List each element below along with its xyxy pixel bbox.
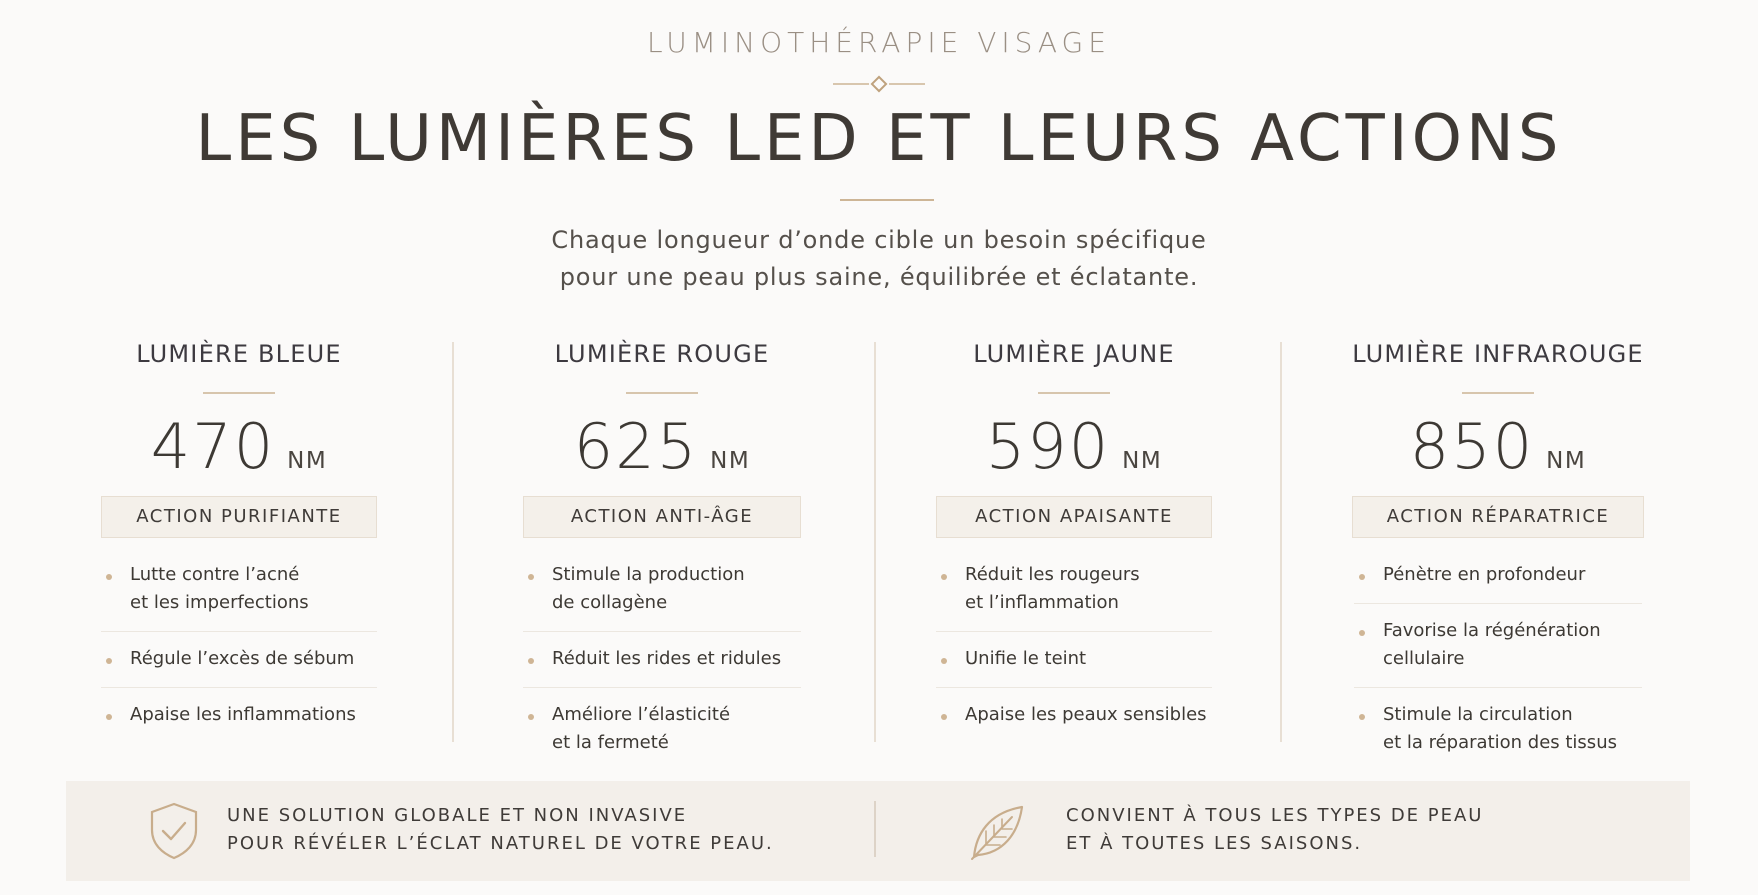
benefit-list xyxy=(101,548,377,743)
list-item-text: Lutte contre l’acné et les imperfections xyxy=(130,564,309,613)
list-item xyxy=(101,688,377,743)
wavelength xyxy=(523,410,801,483)
wavelength-value: 590 xyxy=(985,410,1111,483)
column-title: LUMIÈRE BLEUE xyxy=(136,340,342,368)
benefit-list xyxy=(523,548,801,771)
wavelength-unit: NM xyxy=(1546,448,1587,474)
list-item xyxy=(1354,688,1642,771)
list-item-text: Apaise les inflammations xyxy=(130,704,356,725)
action-badge: ACTION RÉPARATRICE xyxy=(1352,496,1644,538)
list-item xyxy=(936,688,1212,743)
diamond-ornament-icon xyxy=(829,74,929,94)
column-title: LUMIÈRE INFRAROUGE xyxy=(1352,340,1644,368)
list-item xyxy=(1354,548,1642,604)
column-red-light xyxy=(523,340,801,771)
list-item xyxy=(523,632,801,688)
column-yellow-light xyxy=(936,340,1212,743)
list-item xyxy=(936,632,1212,688)
list-item-text: Améliore l’élasticité et la fermeté xyxy=(552,704,731,753)
title-divider xyxy=(840,199,934,201)
column-infrared-light xyxy=(1339,340,1657,771)
list-item-text: Réduit les rides et ridules xyxy=(552,648,782,669)
column-separator xyxy=(452,342,454,742)
footer-left-line-1: UNE SOLUTION GLOBALE ET NON INVASIVE xyxy=(227,805,688,826)
shield-check-icon xyxy=(148,801,200,861)
list-item xyxy=(101,548,377,632)
list-item-text: Réduit les rougeurs et l’inflammation xyxy=(965,564,1140,613)
wavelength-value: 625 xyxy=(573,410,699,483)
column-blue-light xyxy=(101,340,377,743)
list-item xyxy=(523,688,801,771)
action-badge: ACTION APAISANTE xyxy=(936,496,1212,538)
list-item-text: Favorise la régénération cellulaire xyxy=(1383,620,1601,669)
subtitle-line-2: pour une peau plus saine, équilibrée et éclatante. xyxy=(559,263,1199,291)
wavelength xyxy=(101,410,377,483)
wavelength-unit: NM xyxy=(710,448,751,474)
list-item xyxy=(936,548,1212,632)
column-title: LUMIÈRE JAUNE xyxy=(973,340,1175,368)
list-item-text: Régule l’excès de sébum xyxy=(130,648,355,669)
subtitle-line-1: Chaque longueur d’onde cible un besoin spécifique xyxy=(551,226,1207,254)
footer-right-line-2: ET À TOUTES LES SAISONS. xyxy=(1066,833,1363,854)
subtitle xyxy=(0,222,1758,296)
list-item-text: Apaise les peaux sensibles xyxy=(965,704,1207,725)
wavelength-unit: NM xyxy=(1122,448,1163,474)
list-item xyxy=(523,548,801,632)
wavelength-value: 850 xyxy=(1409,410,1535,483)
footer-left-line-2: POUR RÉVÉLER L’ÉCLAT NATUREL DE VOTRE PEAU. xyxy=(227,833,774,854)
wavelength-value: 470 xyxy=(150,410,276,483)
footer-left-text xyxy=(227,802,774,858)
eyebrow-title: LUMINOTHÉRAPIE VISAGE xyxy=(647,26,1111,59)
wavelength xyxy=(936,410,1212,483)
column-title: LUMIÈRE ROUGE xyxy=(554,340,770,368)
action-badge: ACTION PURIFIANTE xyxy=(101,496,377,538)
leaf-icon xyxy=(966,801,1028,863)
action-badge: ACTION ANTI-ÂGE xyxy=(523,496,801,538)
benefit-list xyxy=(1354,548,1642,771)
column-separator xyxy=(874,342,876,742)
column-divider xyxy=(1038,392,1110,394)
page-title: LES LUMIÈRES LED ET LEURS ACTIONS xyxy=(195,102,1563,176)
list-item-text: Stimule la circulation et la réparation des tissus xyxy=(1383,704,1617,753)
column-divider xyxy=(626,392,698,394)
benefit-list xyxy=(936,548,1212,743)
footer-banner xyxy=(66,781,1690,881)
column-divider xyxy=(1462,392,1534,394)
wavelength-unit: NM xyxy=(287,448,328,474)
list-item-text: Pénètre en profondeur xyxy=(1383,564,1586,585)
footer-separator xyxy=(874,801,876,857)
list-item-text: Unifie le teint xyxy=(965,648,1087,669)
footer-right-line-1: CONVIENT À TOUS LES TYPES DE PEAU xyxy=(1066,805,1484,826)
column-divider xyxy=(203,392,275,394)
list-item xyxy=(101,632,377,688)
wavelength xyxy=(1339,410,1657,483)
list-item xyxy=(1354,604,1642,688)
list-item-text: Stimule la production de collagène xyxy=(552,564,745,613)
column-separator xyxy=(1280,342,1282,742)
footer-right-text xyxy=(1066,802,1483,858)
